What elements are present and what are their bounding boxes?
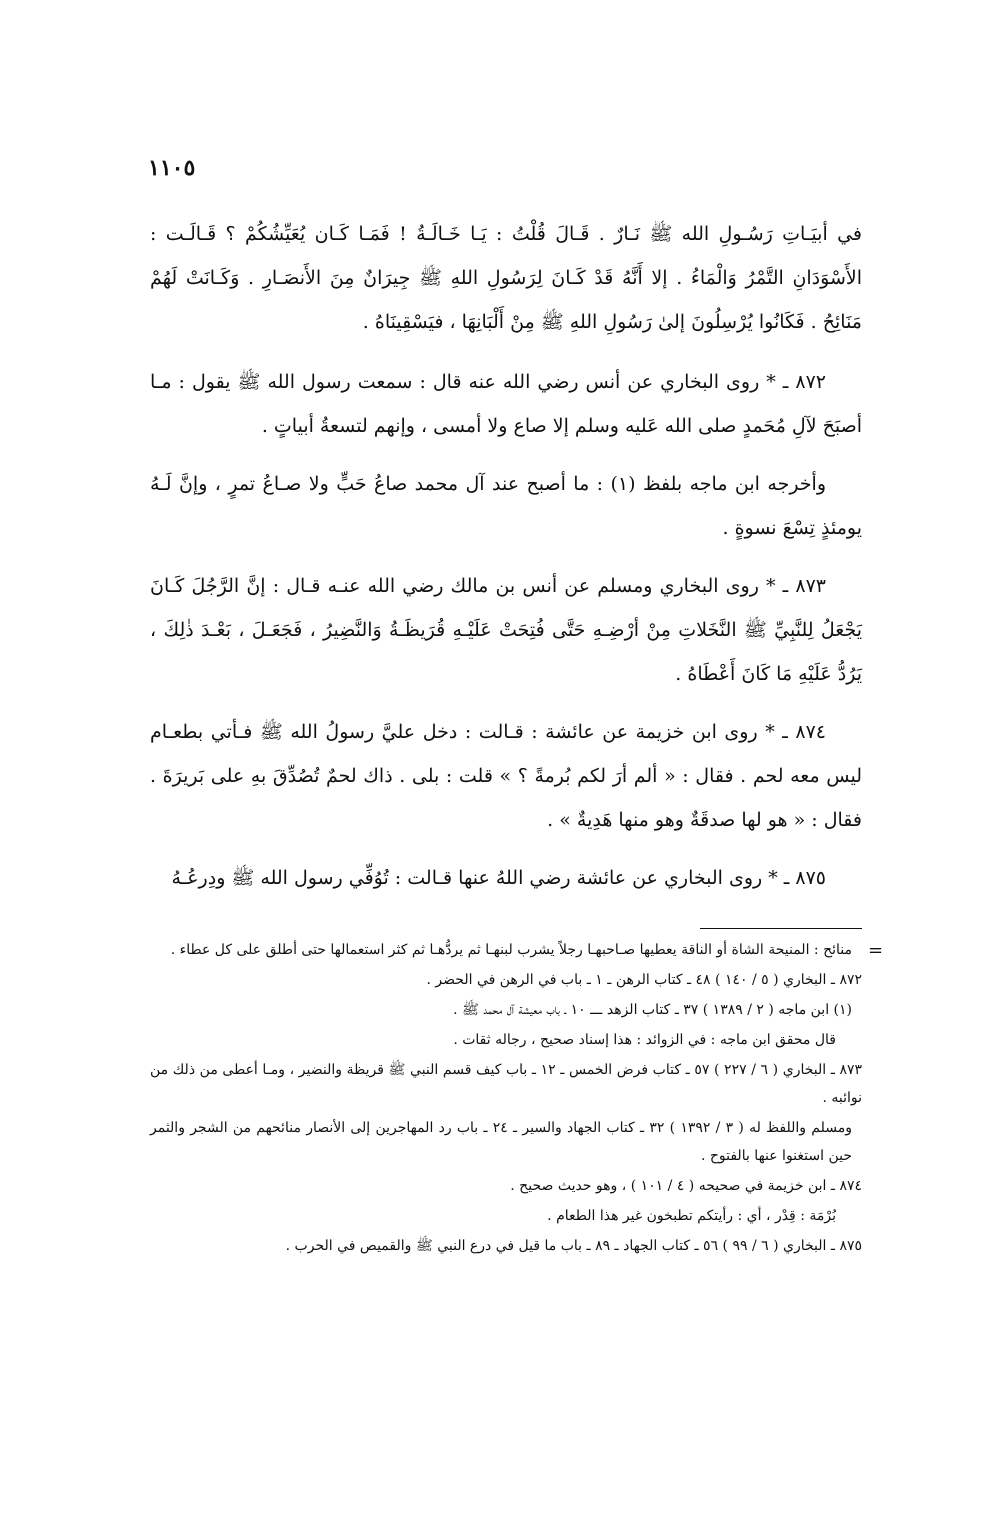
footnote-divider xyxy=(700,928,862,929)
footnote-1: (١) ابن ماجه ( ٢ / ١٣٨٩ ) ٣٧ ـ كتاب الزهد ـــ ١٠ ـ باب معيشة آل محمد ﷺ . xyxy=(453,1002,852,1018)
hadith-874-text: ٨٧٤ ـ * روى ابن خزيمة عن عائشة : قـالت : دخل عليَّ رسولُ الله ﷺ فـأتي بطعـام ليس معه لحم . فقال : « ألم أرَ لكم بُرمةً ؟ » قلت : بلى . ذاك لحمٌ تُصُدِّقَ بهِ على بَريرَةَ . فقال : « هو لها صدقَةٌ وهو منها هَدِيةٌ » . xyxy=(150,721,862,831)
continuation-mark: = xyxy=(868,940,884,961)
ibn-majah-note xyxy=(150,462,862,550)
footnote-873-muslim: ومسلم واللفظ له ( ٣ / ١٣٩٢ ) ٣٢ ـ كتاب الجهاد والسير ـ ٢٤ ـ باب رد المهاجرين إلى الأنصار منائحهم من الشجر والثمر حين استغنوا عنها بالفتوح . xyxy=(150,1120,852,1164)
footnote-burma: بُرْمَة : قِدْر ، أي : رأيتكم تطبخون غير هذا الطعام . xyxy=(547,1208,836,1224)
hadith-872 xyxy=(150,360,862,448)
footnotes xyxy=(150,936,862,1262)
footnote-ibn-majah-verifier: قال محقق ابن ماجه : في الزوائد : هذا إسناد صحيح ، رجاله ثقات . xyxy=(453,1032,836,1048)
footnote-875: ٨٧٥ ـ البخاري ( ٦ / ٩٩ ) ٥٦ ـ كتاب الجهاد ـ ٨٩ ـ باب ما قيل في درع النبي ﷺ والقميص في الحرب . xyxy=(285,1238,862,1254)
footnote-manaih: منائح : المنيحة الشاة أو الناقة يعطيها صـاحبهـا رجلاً يشرب لبنهـا ثم يردُّهـا ثم كثر استعمالها حتى أطلق على كل عطاء . xyxy=(170,942,852,958)
footnote-874: ٨٧٤ ـ ابن خزيمة في صحيحه ( ٤ / ١٠١ ) ، وهو حديث صحيح . xyxy=(510,1178,862,1194)
paragraph-continuation: في أبيَـاتِ رَسُـولِ الله ﷺ نَـارٌ . قَـالَ قُلْتُ : يَـا خَـالَـةُ ! فَمَـا كَـان يُعَيِّشُكُمْ ؟ قَـالَـت : الأَسْوَدَانِ التَّمْرُ وَالْمَاءُ . إلا أَنَّهُ قَدْ كَـانَ لِرَسُولِ اللهِ ﷺ جِيرَانٌ مِنَ الأَنصَـارِ . وَكَـانَتْ لَهُمْ مَنَائِحُ . فَكَانُوا يُرْسِلُونَ إلىٰ رَسُولِ اللهِ ﷺ مِنْ أَلْبَانِهَا ، فيَسْقِينَاهُ . xyxy=(150,223,862,333)
hadith-875-text: ٨٧٥ ـ * روى البخاري عن عائشة رضي اللهُ عنها قـالت : تُوُفِّي رسول الله ﷺ ودِرعُـهُ xyxy=(171,867,826,889)
ibn-majah-note-text: وأخرجه ابن ماجه بلفظ (١) : ما أصبح عند آل محمد صاعُ حَبٍّ ولا صـاعُ تمرٍ ، وإنَّ لَـهُ يومئذٍ تِسْعَ نسوةٍ . xyxy=(150,473,862,539)
hadith-872-text: ٨٧٢ ـ * روى البخاري عن أنس رضي الله عنه قال : سمعت رسول الله ﷺ يقول : مـا أصبَحَ لآلِ مُحَمدٍ صلى الله عَليه وسلم إلا صاع ولا أمسى ، وإنهم لتسعةُ أبياتٍ . xyxy=(150,371,862,437)
hadith-875 xyxy=(150,856,862,900)
hadith-874 xyxy=(150,710,862,842)
page-number: ١١٠٥ xyxy=(148,155,196,181)
main-text xyxy=(150,212,862,914)
hadith-873-text: ٨٧٣ ـ * روى البخاري ومسلم عن أنس بن مالك رضي الله عنـه قـال : إنَّ الرَّجُلَ كَـانَ يَجْعَلُ لِلنَّبِيِّ ﷺ النَّخَلاتِ مِنْ أرْضِـهِ حَتَّى فُتِحَتْ عَلَيْـهِ قُرَيظَـةُ وَالنَّضِيرُ ، فَجَعَـلَ ، بَعْـدَ ذٰلِكَ ، يَرُدُّ عَلَيْهِ مَا كَانَ أَعْطَاهُ . xyxy=(150,575,862,685)
footnote-873: ٨٧٣ ـ البخاري ( ٦ / ٢٢٧ ) ٥٧ ـ كتاب فرض الخمس ـ ١٢ ـ باب كيف قسم النبي ﷺ قريظة والنضير ، ومـا أعطى من ذلك من نوائبه . xyxy=(150,1062,862,1106)
hadith-873 xyxy=(150,564,862,696)
footnote-872: ٨٧٢ ـ البخاري ( ٥ / ١٤٠ ) ٤٨ ـ كتاب الرهن ـ ١ ـ باب في الرهن في الحضر . xyxy=(426,972,862,988)
